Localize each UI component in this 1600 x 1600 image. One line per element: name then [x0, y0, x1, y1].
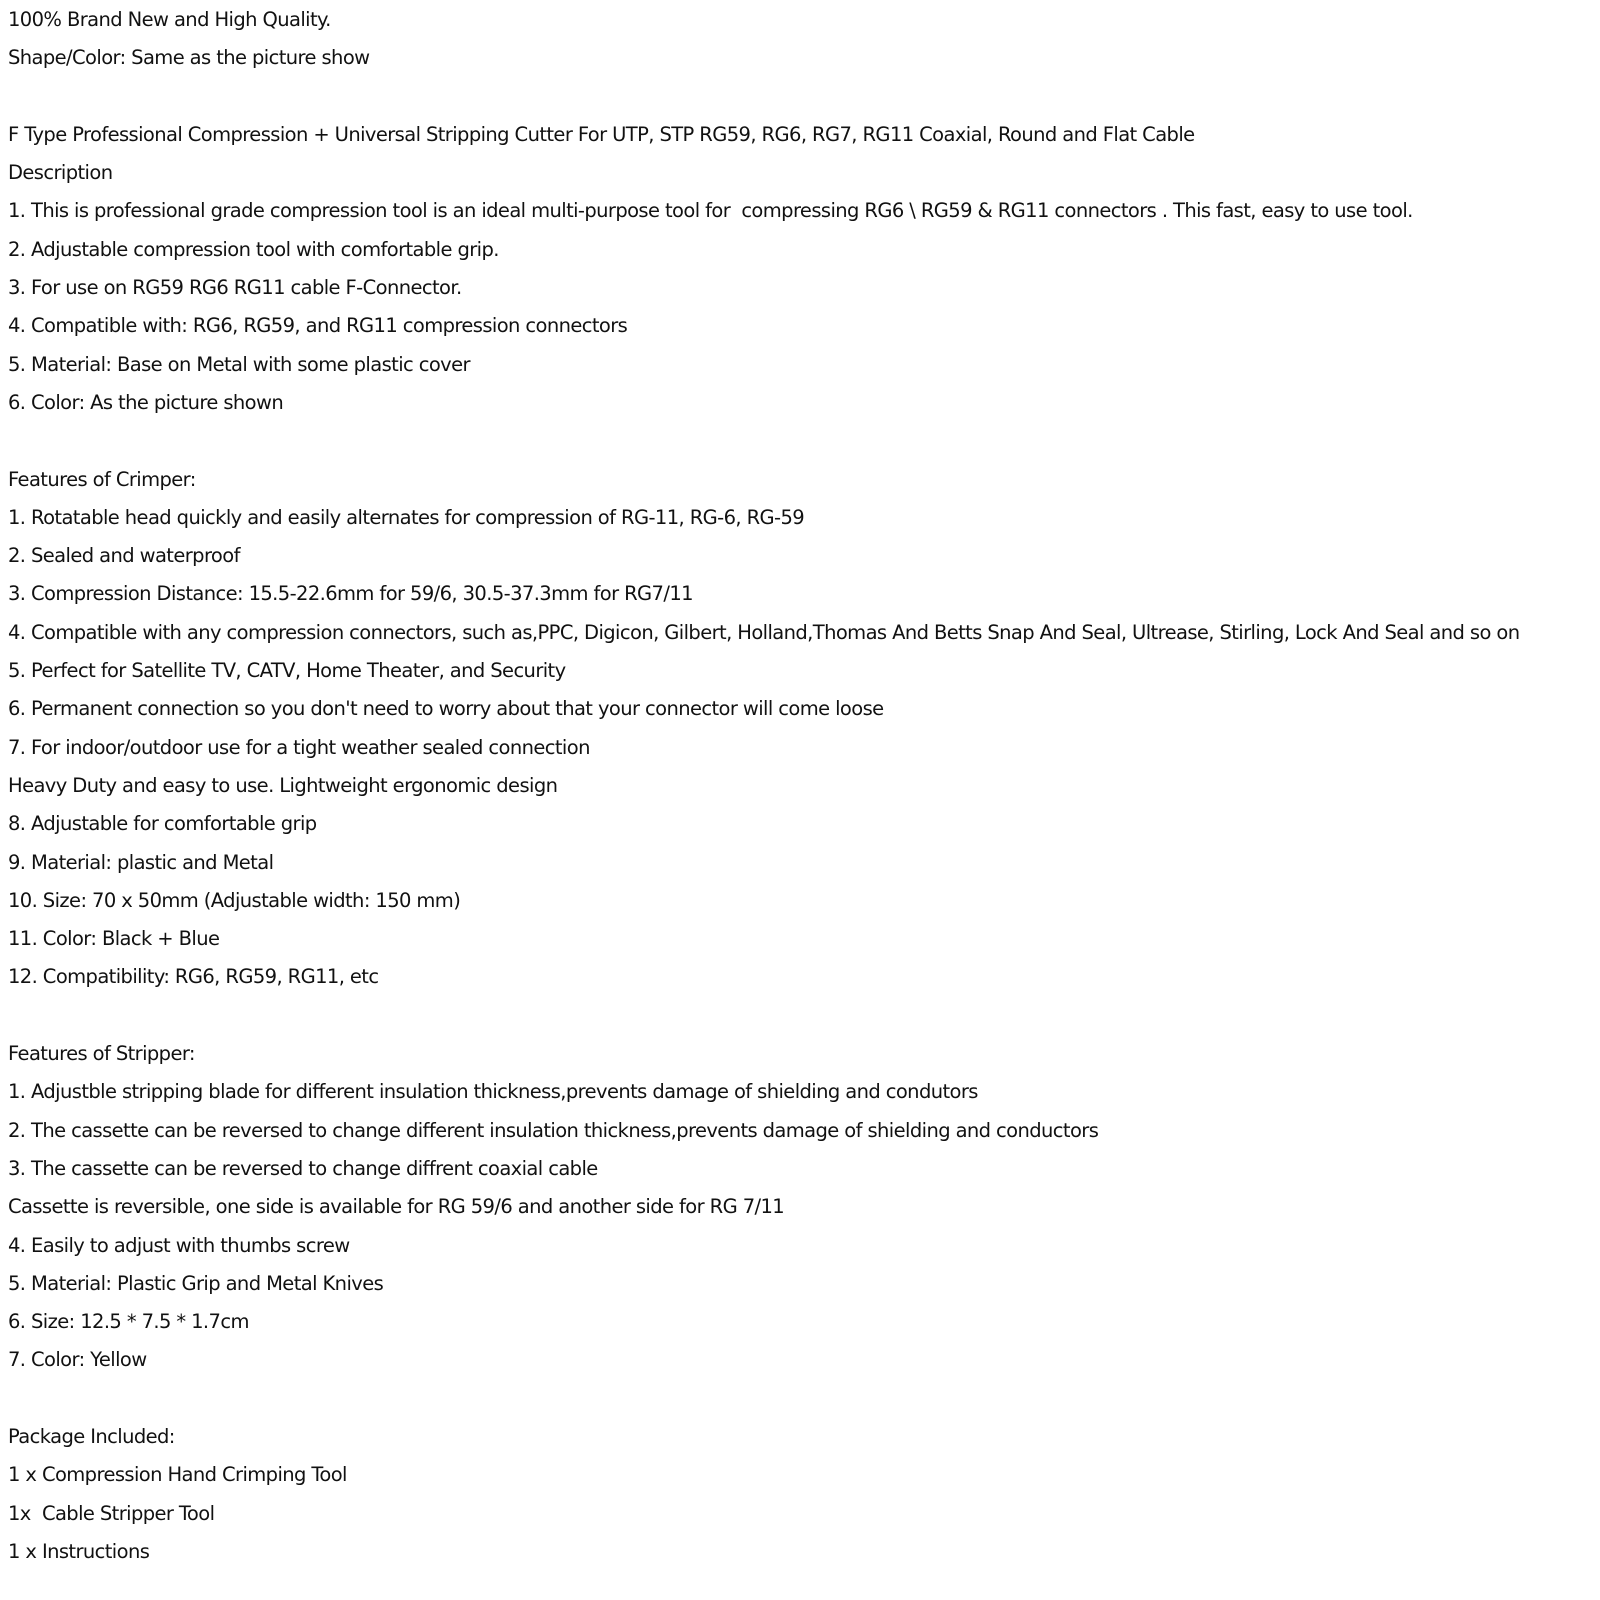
description-item: 4. Compatible with: RG6, RG59, and RG11 compression connectors [8, 314, 628, 338]
description-item: 5. Material: Base on Metal with some plastic cover [8, 352, 470, 376]
stripper-item: 7. Color: Yellow [8, 1348, 147, 1372]
product-title: F Type Professional Compression + Universal Stripping Cutter For UTP, STP RG59, RG6, RG7, RG11 Coaxial, Round and Flat Cable [8, 122, 1195, 146]
package-item: 1 x Compression Hand Crimping Tool [8, 1463, 347, 1487]
blank-line [8, 422, 1598, 460]
stripper-item: Cassette is reversible, one side is available for RG 59/6 and another side for RG 7/11 [8, 1195, 785, 1219]
crimper-item: Heavy Duty and easy to use. Lightweight ergonomic design [8, 773, 558, 797]
description-item: 6. Color: As the picture shown [8, 390, 284, 414]
package-item: 1x Cable Stripper Tool [8, 1501, 215, 1525]
crimper-item: 3. Compression Distance: 15.5-22.6mm for 59/6, 30.5-37.3mm for RG7/11 [8, 582, 693, 606]
blank-line [8, 997, 1598, 1035]
package-heading: Package Included: [8, 1424, 175, 1448]
package-item: 1 x Instructions [8, 1539, 150, 1563]
crimper-item: 12. Compatibility: RG6, RG59, RG11, etc [8, 965, 379, 989]
stripper-item: 6. Size: 12.5 * 7.5 * 1.7cm [8, 1310, 249, 1334]
description-heading: Description [8, 161, 113, 185]
stripper-item: 4. Easily to adjust with thumbs screw [8, 1233, 350, 1257]
crimper-item: 2. Sealed and waterproof [8, 544, 240, 568]
crimper-heading: Features of Crimper: [8, 467, 196, 491]
crimper-item: 4. Compatible with any compression connectors, such as,PPC, Digicon, Gilbert, Holland,Thomas And Betts Snap And Seal, Ultrease, Stirling, Lock And Seal and so on [8, 620, 1520, 644]
description-item: 3. For use on RG59 RG6 RG11 cable F-Connector. [8, 276, 462, 300]
description-item: 1. This is professional grade compression tool is an ideal multi-purpose tool for compressing RG6 \ RG59 & RG11 connectors . This fast, easy to use tool. [8, 199, 1413, 223]
crimper-item: 1. Rotatable head quickly and easily alternates for compression of RG-11, RG-6, RG-59 [8, 505, 805, 529]
crimper-item: 6. Permanent connection so you don't need to worry about that your connector will come loose [8, 697, 884, 721]
stripper-heading: Features of Stripper: [8, 1042, 195, 1066]
crimper-item: 9. Material: plastic and Metal [8, 850, 274, 874]
crimper-item: 10. Size: 70 x 50mm (Adjustable width: 150 mm) [8, 888, 461, 912]
crimper-item: 8. Adjustable for comfortable grip [8, 812, 317, 836]
stripper-item: 5. Material: Plastic Grip and Metal Knives [8, 1271, 384, 1295]
intro-line: Shape/Color: Same as the picture show [8, 46, 370, 70]
crimper-item: 5. Perfect for Satellite TV, CATV, Home Theater, and Security [8, 659, 566, 683]
stripper-item: 2. The cassette can be reversed to change different insulation thickness,prevents damage of shielding and conductors [8, 1118, 1099, 1142]
crimper-item: 11. Color: Black + Blue [8, 927, 220, 951]
intro-line: 100% Brand New and High Quality. [8, 8, 331, 31]
blank-line [8, 78, 1598, 116]
crimper-item: 7. For indoor/outdoor use for a tight weather sealed connection [8, 735, 590, 759]
description-item: 2. Adjustable compression tool with comfortable grip. [8, 237, 499, 261]
blank-line [8, 1380, 1598, 1418]
product-description [8, 1, 1598, 1571]
stripper-item: 3. The cassette can be reversed to change diffrent coaxial cable [8, 1156, 598, 1180]
stripper-item: 1. Adjustble stripping blade for different insulation thickness,prevents damage of shielding and condutors [8, 1080, 978, 1104]
